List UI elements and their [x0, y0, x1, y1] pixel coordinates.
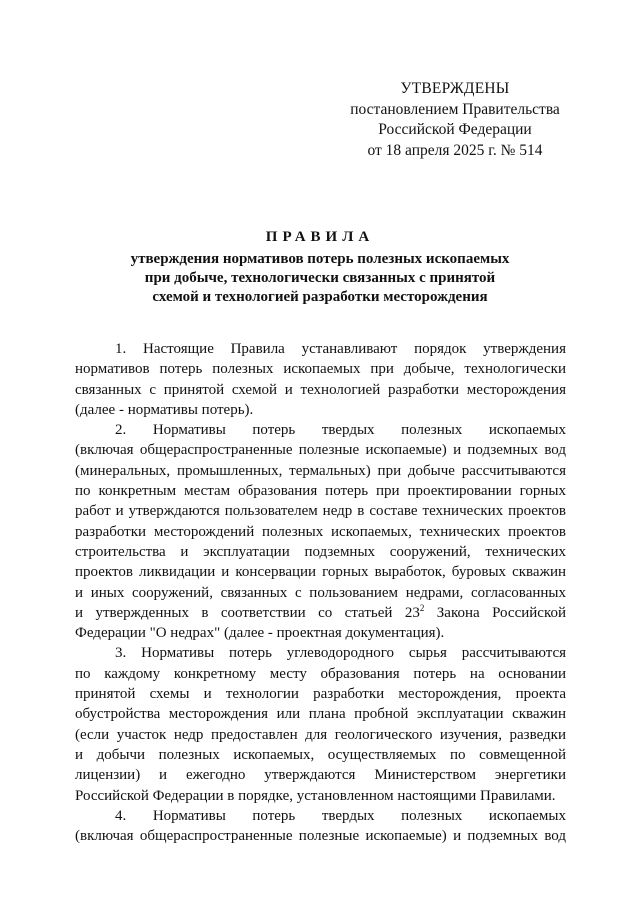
subtitle-line-2: при добыче, технологически связанных с принятой	[144, 270, 496, 286]
paragraph-line: строительства и эксплуатации подземных сооружений, технических	[75, 543, 566, 560]
paragraph-4	[75, 806, 566, 847]
paragraph-line: по конкретным местам образования потерь при проектировании горных	[75, 483, 566, 500]
approval-block	[330, 79, 580, 161]
paragraph-line-with-superscript	[75, 603, 566, 623]
paragraph-line: нормативов потерь полезных ископаемых при добыче, технологически	[75, 361, 566, 378]
paragraph-line: 2. Нормативы потерь твердых полезных ископаемых	[115, 422, 566, 439]
statute-text: и утвержденных в соответствии со статьей 23	[75, 604, 420, 621]
subtitle-line-3: схемой и технологией разработки месторождения	[152, 289, 488, 305]
paragraph-line: лицензии) и ежегодно утверждаются Министерством энергетики	[75, 767, 566, 784]
approval-heading: УТВЕРЖДЕНЫ	[400, 80, 510, 97]
paragraph-line: обустройства месторождения или плана пробной эксплуатации скважин	[75, 706, 566, 723]
statute-superscript: 2	[419, 602, 425, 613]
paragraph-line: и иных сооружений, связанных с пользованием недрами, согласованных	[75, 584, 566, 601]
subtitle-line-1: утверждения нормативов потерь полезных ископаемых	[130, 251, 510, 267]
paragraph-line: (далее - нормативы потерь).	[75, 401, 254, 418]
paragraph-line: 3. Нормативы потерь углеводородного сырья рассчитываются	[115, 645, 566, 662]
paragraph-line: (включая общераспространенные полезные ископаемые) и подземных вод	[75, 828, 566, 845]
paragraph-line: Федерации "О недрах" (далее - проектная документация).	[75, 625, 445, 642]
document-body	[75, 339, 566, 846]
paragraph-3	[75, 643, 566, 805]
document-title: ПРАВИЛА	[265, 229, 375, 245]
paragraph-line: и добычи полезных ископаемых, осуществляемых по совмещенной	[75, 746, 566, 763]
paragraph-line: Российской Федерации в порядке, установленном настоящими Правилами.	[75, 787, 556, 804]
paragraph-line: (включая общераспространенные полезные ископаемые) и подземных вод	[75, 442, 566, 459]
paragraph-line: 4. Нормативы потерь твердых полезных ископаемых	[115, 807, 566, 824]
paragraph-line: проектов ликвидации и консервации горных выработок, буровых скважин	[75, 564, 566, 581]
paragraph-2	[75, 420, 566, 643]
paragraph-line: по каждому конкретному месту образования потерь на основании	[75, 665, 566, 682]
paragraph-line: 1. Настоящие Правила устанавливают порядок утверждения	[115, 341, 566, 357]
approval-line-1: постановлением Правительства	[350, 100, 560, 118]
paragraph-line: связанных с принятой схемой и технологией разработки месторождения	[75, 381, 566, 398]
paragraph-1	[75, 339, 566, 420]
statute-text-continued: Закона Российской	[424, 604, 567, 621]
paragraph-line: разработки месторождений полезных ископаемых, технических проектов	[75, 523, 566, 540]
approval-line-2: Российской Федерации	[378, 121, 532, 138]
paragraph-line: принятой схемы и технологии разработки месторождения, проекта	[75, 686, 566, 703]
paragraph-line: (минеральных, промышленных, термальных) при добыче рассчитываются	[75, 462, 566, 479]
approval-line-3: от 18 апреля 2025 г. № 514	[367, 141, 543, 159]
paragraph-line: (если участок недр предоставлен для геологического изучения, разведки	[75, 726, 566, 743]
paragraph-line: работ и утверждаются пользователем недр в составе технических проектов	[75, 503, 566, 520]
document-subtitle	[100, 250, 540, 307]
